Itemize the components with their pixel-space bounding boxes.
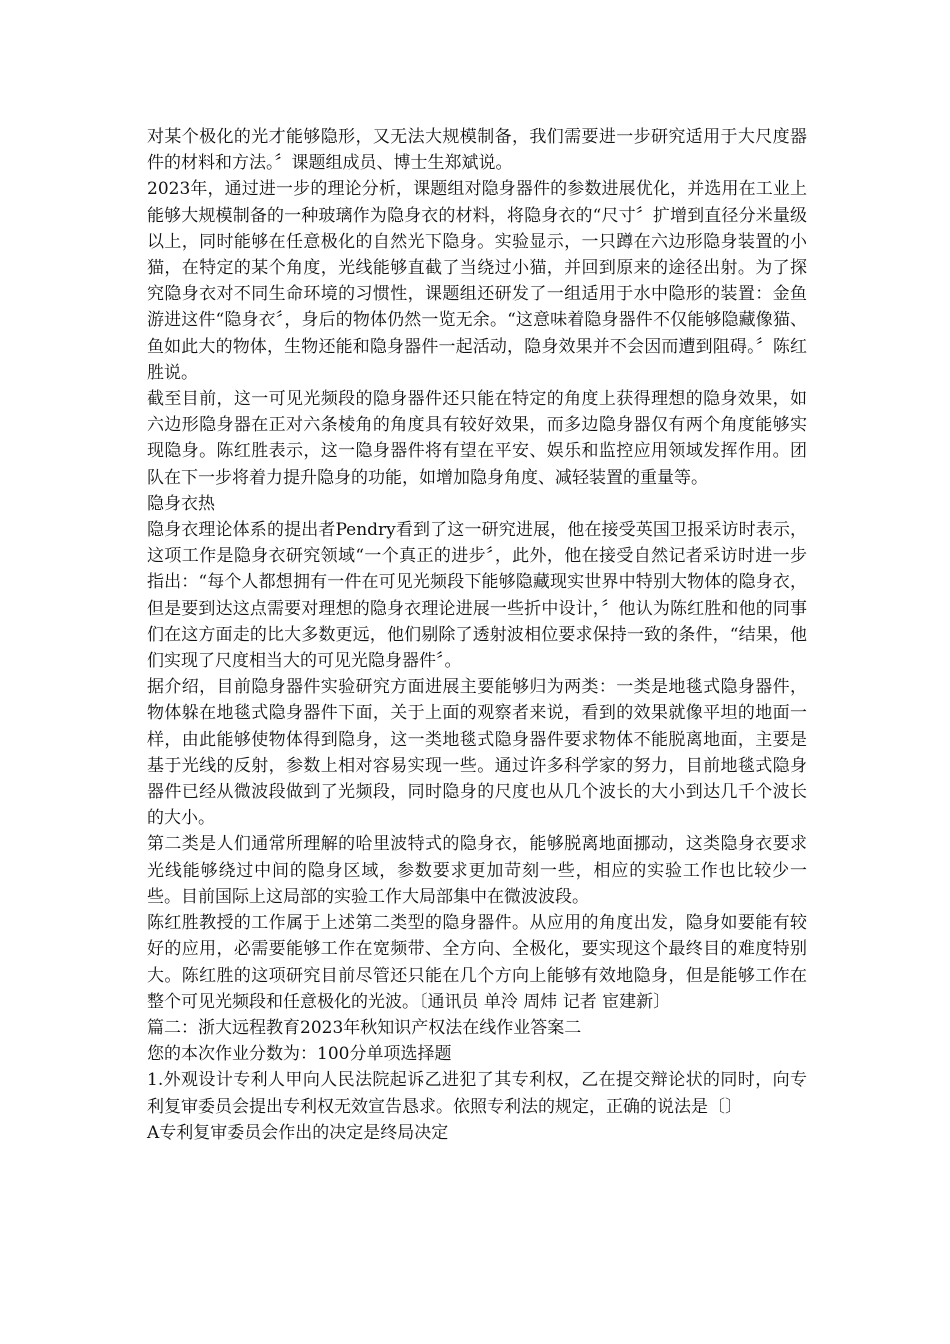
paragraph-pendry-comment: 隐身衣理论体系的提出者Pendry看到了这一研究进展，他在接受英国卫报采访时表示，这项工作是隐身衣研究领域“一个真正的进步〞，此外，他在接受自然记者采访时进一步指出：“每个人都想拥有一件在可见光频段下能够隐藏现实世界中特别大物体的隐身衣，但是要到达这点需要对理想的隐身衣理论进展一些折中设计，〞他认为陈红胜和他的同事们在这方面走的比大多数更远，他们剔除了透射波相位要求保持一致的条件，“结果，他们实现了尺度相当大的可见光隐身器件〞。 xyxy=(147,520,807,672)
answer-option-a: A专利复审委员会作出的决定是终局决定 xyxy=(147,1122,449,1143)
paragraph-cloak-materials: 对某个极化的光才能够隐形，又无法大规模制备，我们需要进一步研究适用于大尺度器件的材料和方法。〞课题组成员、博士生郑斌说。 xyxy=(147,127,807,174)
paragraph-harry-potter-cloak: 第二类是人们通常所理解的哈里波特式的隐身衣，能够脱离地面挪动，这类隐身衣要求光线能够绕过中间的隐身区域，参数要求更加苛刻一些，相应的实验工作也比较少一些。目前国际上这局部的实验工作大局部集中在微波波段。 xyxy=(147,834,807,907)
paragraph-2023-experiment: 2023年，通过进一步的理论分析，课题组对隐身器件的参数进展优化，并选用在工业上能够大规模制备的一种玻璃作为隐身衣的材料，将隐身衣的“尺寸〞扩增到直径分米量级以上，同时能够在任意极化的自然光下隐身。实验显示，一只蹲在六边形隐身装置的小猫，在特定的某个角度，光线能够直截了当绕过小猫，并回到原来的途径出射。为了探究隐身衣对不同生命环境的习惯性，课题组还研发了一组适用于水中隐形的装置：金鱼游进这件“隐身衣〞，身后的物体仍然一览无余。“这意味着隐身器件不仅能够隐藏像猫、鱼如此大的物体，生物还能和隐身器件一起活动，隐身效果并不会因而遭到阻碍。〞陈红胜说。 xyxy=(147,179,807,383)
paragraph-score: 您的本次作业分数为：100分单项选择题 xyxy=(147,1044,452,1065)
section-heading-cloak-craze: 隐身衣热 xyxy=(147,493,215,514)
paragraph-chen-work: 陈红胜教授的工作属于上述第二类型的隐身器件。从应用的角度出发，隐身如要能有较好的应用，必需要能够工作在宽频带、全方向、全极化，要实现这个最终目的难度特别大。陈红胜的这项研究目前尽管还只能在几个方向上能够有效地隐身，但是能够工作在整个可见光频段和任意极化的光波。〔通讯员 单泠 周炜 记者 宦建新〕 xyxy=(147,913,807,1012)
question-1: 1.外观设计专利人甲向人民法院起诉乙进犯了其专利权，乙在提交辩论状的同时，向专利复审委员会提出专利权无效宣告恳求。依照专利法的规定，正确的说法是〔〕 xyxy=(147,1070,807,1117)
document-body xyxy=(147,124,807,1146)
section-heading-part-two: 篇二：浙大远程教育2023年秋知识产权法在线作业答案二 xyxy=(147,1017,582,1038)
paragraph-current-limits: 截至目前，这一可见光频段的隐身器件还只能在特定的角度上获得理想的隐身效果，如六边形隐身器在正对六条棱角的角度具有较好效果，而多边隐身器仅有两个角度能够实现隐身。陈红胜表示，这一隐身器件将有望在平安、娱乐和监控应用领域发挥作用。团队在下一步将着力提升隐身的功能，如增加隐身角度、减轻装置的重量等。 xyxy=(147,389,807,488)
paragraph-carpet-cloak: 据介绍，目前隐身器件实验研究方面进展主要能够归为两类：一类是地毯式隐身器件，物体躲在地毯式隐身器件下面，关于上面的观察者来说，看到的效果就像平坦的地面一样，由此能够使物体得到隐身，这一类地毯式隐身器件要求物体不能脱离地面，主要是基于光线的反射，参数上相对容易实现一些。通过许多科学家的努力，目前地毯式隐身器件已经从微波段做到了光频段，同时隐身的尺度也从几个波长的大小到达几千个波长的大小。 xyxy=(147,677,807,829)
